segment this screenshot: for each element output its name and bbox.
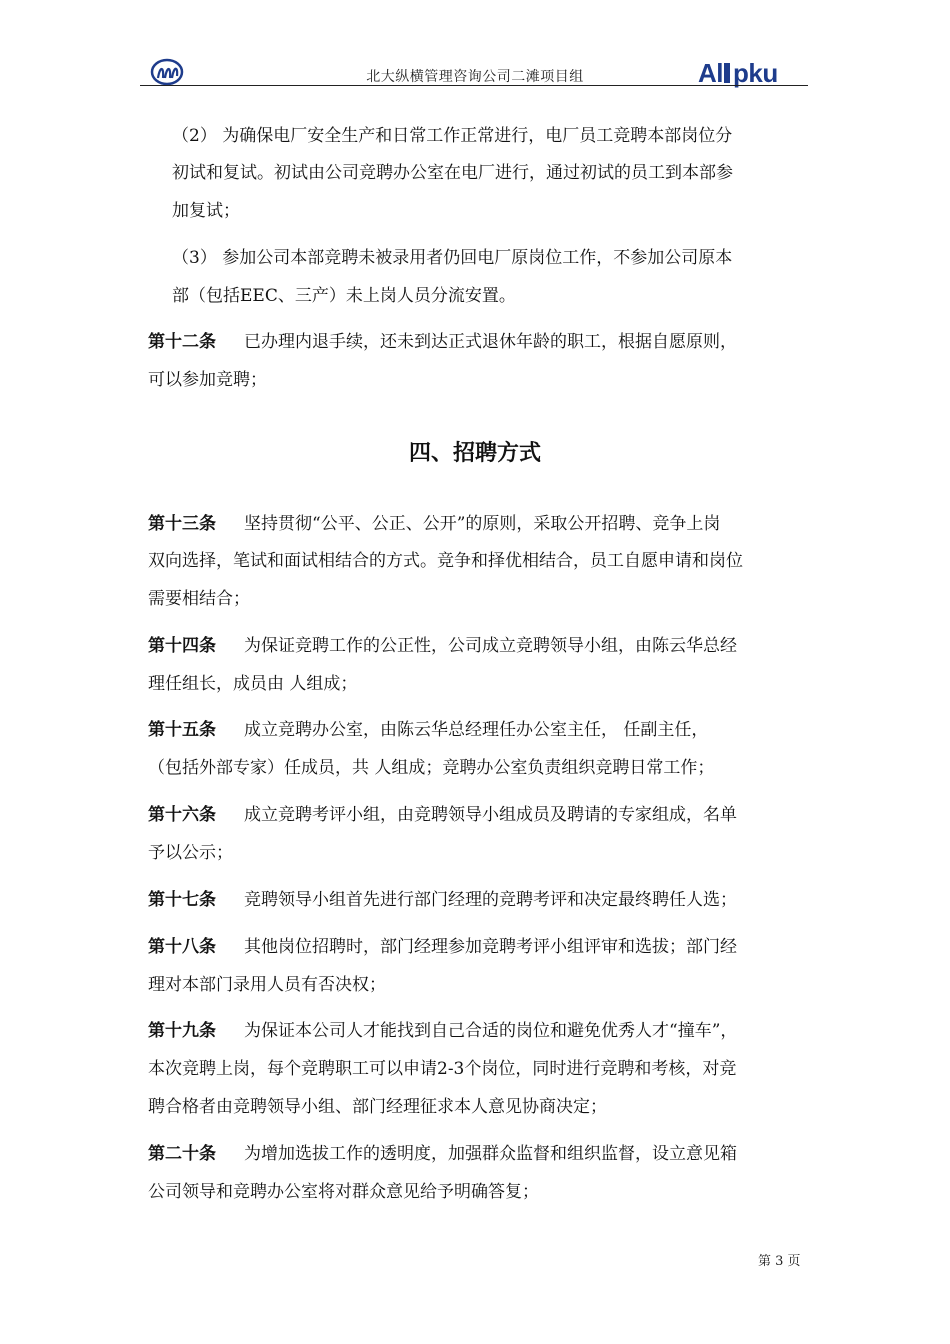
article-13-line2: 双向选择，笔试和面试相结合的方式。竞争和择优相结合，员工自愿申请和岗位 <box>148 551 743 571</box>
article-12-line2: 可以参加竞聘； <box>148 370 267 390</box>
article-19 <box>148 1023 737 1040</box>
header-title: 北大纵横管理咨询公司二滩项目组 <box>366 69 584 85</box>
article-15 <box>148 722 708 739</box>
article-16-label: 第十六条 <box>148 805 216 825</box>
item3-line2: 部（包括EEC、三产）未上岗人员分流安置。 <box>172 286 516 306</box>
article-15-line1: 成立竞聘办公室，由陈云华总经理任办公室主任， 任副主任， <box>244 720 709 740</box>
article-14-line2: 理任组长，成员由 人组成； <box>148 674 358 694</box>
page-number: 第 3 页 <box>758 1254 801 1269</box>
article-16-line2: 予以公示； <box>148 843 233 863</box>
header-divider <box>140 85 808 86</box>
article-18-line2: 理对本部门录用人员有否决权； <box>148 975 386 995</box>
article-20-line2: 公司领导和竞聘办公室将对群众意见给予明确答复； <box>148 1182 539 1202</box>
article-13-line1: 坚持贯彻“公平、公正、公开”的原则，采取公开招聘、竞争上岗 <box>244 514 721 534</box>
article-19-line2: 本次竞聘上岗，每个竞聘职工可以申请2-3个岗位，同时进行竞聘和考核，对竞 <box>148 1059 737 1079</box>
logo-bar-icon <box>724 63 730 83</box>
article-14 <box>148 638 737 655</box>
article-20 <box>148 1146 737 1163</box>
item3-line1: （3） 参加公司本部竞聘未被录用者仍回电厂原岗位工作，不参加公司原本 <box>172 248 733 268</box>
article-17 <box>148 892 737 909</box>
article-12-line1: 已办理内退手续，还未到达正式退休年龄的职工，根据自愿原则， <box>244 332 737 352</box>
article-18 <box>148 939 737 956</box>
article-14-line1: 为保证竞聘工作的公正性，公司成立竞聘领导小组，由陈云华总经 <box>244 636 737 656</box>
article-15-line2: （包括外部专家）任成员，共 人组成；竞聘办公室负责组织竞聘日常工作； <box>148 758 715 778</box>
article-18-line1: 其他岗位招聘时，部门经理参加竞聘考评小组评审和选拔；部门经 <box>244 937 737 957</box>
article-13-line3: 需要相结合； <box>148 589 250 609</box>
article-13-label: 第十三条 <box>148 514 216 534</box>
article-19-label: 第十九条 <box>148 1021 216 1041</box>
article-20-line1: 为增加选拔工作的透明度，加强群众监督和组织监督，设立意见箱 <box>244 1144 737 1164</box>
item2-line1: （2） 为确保电厂安全生产和日常工作正常进行，电厂员工竞聘本部岗位分 <box>172 126 733 146</box>
article-16-line1: 成立竞聘考评小组，由竞聘领导小组成员及聘请的专家组成，名单 <box>244 805 737 825</box>
article-16 <box>148 807 737 824</box>
article-17-line1: 竞聘领导小组首先进行部门经理的竞聘考评和决定最终聘任人选； <box>244 890 737 910</box>
article-19-line3: 聘合格者由竞聘领导小组、部门经理征求本人意见协商决定； <box>148 1097 607 1117</box>
article-20-label: 第二十条 <box>148 1144 216 1164</box>
article-17-label: 第十七条 <box>148 890 216 910</box>
article-12 <box>148 334 737 351</box>
section-heading: 四、招聘方式 <box>408 441 541 466</box>
article-13 <box>148 516 720 533</box>
article-14-label: 第十四条 <box>148 636 216 656</box>
article-18-label: 第十八条 <box>148 937 216 957</box>
article-12-label: 第十二条 <box>148 332 216 352</box>
item2-line2: 初试和复试。初试由公司竞聘办公室在电厂进行，通过初试的员工到本部参 <box>172 163 733 183</box>
article-15-label: 第十五条 <box>148 720 216 740</box>
article-19-line1: 为保证本公司人才能找到自己合适的岗位和避免优秀人才“撞车”， <box>244 1021 738 1041</box>
brand-logo: Al pku <box>698 58 778 88</box>
item2-line3: 加复试； <box>172 201 240 221</box>
